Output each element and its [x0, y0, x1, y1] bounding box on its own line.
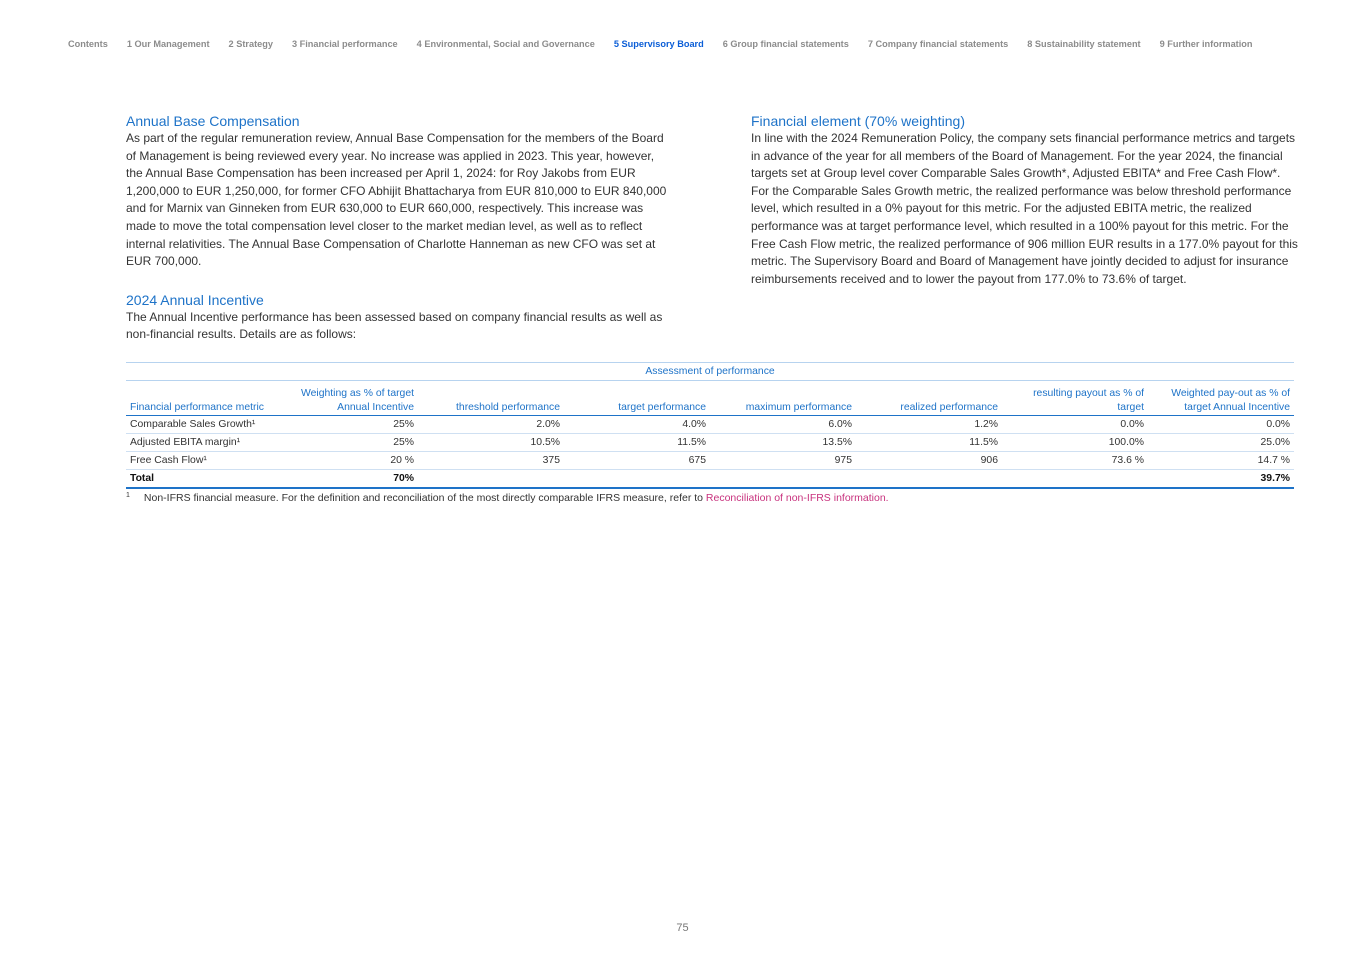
table-row: [126, 452, 1294, 470]
table-cell: 0.0%: [1002, 416, 1148, 434]
nav-financial-performance[interactable]: 3 Financial performance: [291, 39, 398, 49]
nav-contents[interactable]: Contents: [68, 39, 108, 49]
table-row: [126, 434, 1294, 452]
table-cell: 906: [856, 452, 1002, 470]
footnote-marker: 1: [126, 492, 130, 499]
footnote: [126, 492, 889, 504]
table-cell: Free Cash Flow¹: [126, 452, 276, 470]
table-cell: 1.2%: [856, 416, 1002, 434]
annual-incentive-heading: 2024 Annual Incentive: [126, 291, 264, 308]
reconciliation-link[interactable]: Reconciliation of non-IFRS information.: [705, 492, 889, 504]
column-header: target performance: [564, 381, 710, 416]
table-cell: Comparable Sales Growth¹: [126, 416, 276, 434]
right-column: [751, 112, 1299, 288]
column-header: resulting payout as % of target: [1002, 381, 1148, 416]
table-cell: 975: [710, 452, 856, 470]
nav-our-management[interactable]: 1 Our Management: [126, 39, 210, 49]
table-group-header-row: [126, 363, 1294, 381]
table-cell: 100.0%: [1002, 434, 1148, 452]
table-cell: 6.0%: [710, 416, 856, 434]
nav-further-information[interactable]: 9 Further information: [1159, 39, 1253, 49]
table-cell: 25%: [276, 416, 418, 434]
footnote-text: Non-IFRS financial measure. For the definition and reconciliation of the most directly comparable IFRS measure, refer to: [143, 492, 706, 504]
table-cell: 25%: [276, 434, 418, 452]
column-header: Weighting as % of target Annual Incentive: [276, 381, 418, 416]
total-weighted-payout: 39.7%: [1148, 470, 1294, 489]
table-cell: 11.5%: [564, 434, 710, 452]
nav-supervisory-board[interactable]: 5 Supervisory Board: [613, 39, 704, 49]
table-total-row: [126, 470, 1294, 489]
table-cell: Adjusted EBITA margin¹: [126, 434, 276, 452]
column-header: Financial performance metric: [126, 381, 276, 416]
table-cell: 14.7 %: [1148, 452, 1294, 470]
table-cell: 675: [564, 452, 710, 470]
nav-strategy[interactable]: 2 Strategy: [228, 39, 273, 49]
column-header: Weighted pay-out as % of target Annual Incentive: [1148, 381, 1294, 416]
nav-company-financial-statements[interactable]: 7 Company financial statements: [867, 39, 1009, 49]
nav-esg[interactable]: 4 Environmental, Social and Governance: [416, 39, 595, 49]
assessment-group-header: Assessment of performance: [418, 363, 1002, 381]
table-cell: 375: [418, 452, 564, 470]
table-header-row: [126, 381, 1294, 416]
page-number: 75: [676, 922, 689, 934]
table-cell: 20 %: [276, 452, 418, 470]
annual-base-compensation-text: As part of the regular remuneration review, Annual Base Compensation for the members of the Board of Management is being reviewed every year. No increase was applied in 2023. This year, however, the Annual Base Compensation has been increased per April 1, 2024: for Roy Jakobs from EUR 1,200,000 to EUR 1,250,000, for former CFO Abhijit Bhattacharya from EUR 810,000 to EUR 840,000 and for Marnix van Ginneken from EUR 630,000 to EUR 660,000, respectively. This increase was made to move the total compensation level closer to the market median level, as well as to reflect internal relativities. The Annual Base Compensation of Charlotte Hanneman as new CFO was set at EUR 700,000.: [126, 131, 667, 269]
nav-sustainability-statement[interactable]: 8 Sustainability statement: [1027, 39, 1141, 49]
table-cell: 25.0%: [1148, 434, 1294, 452]
column-header: threshold performance: [418, 381, 564, 416]
nav-group-financial-statements[interactable]: 6 Group financial statements: [722, 39, 849, 49]
table-row: [126, 416, 1294, 434]
table-cell: 10.5%: [418, 434, 564, 452]
table-cell: 4.0%: [564, 416, 710, 434]
table-cell: 11.5%: [856, 434, 1002, 452]
top-navigation: [68, 39, 1305, 49]
annual-incentive-text: The Annual Incentive performance has been assessed based on company financial results as well as non-financial results. Details are as follows:: [126, 309, 663, 342]
table-cell: 0.0%: [1148, 416, 1294, 434]
total-weighting: 70%: [276, 470, 418, 489]
annual-base-compensation-heading: Annual Base Compensation: [126, 113, 300, 129]
incentive-assessment-table: [126, 362, 1294, 489]
table-cell: 2.0%: [418, 416, 564, 434]
financial-element-heading: Financial element (70% weighting): [751, 113, 965, 129]
financial-element-text: In line with the 2024 Remuneration Policy, the company sets financial performance metrics and targets in advance of the year for all members of the Board of Management. For the year 2024, the financial targets set at Group level cover Comparable Sales Growth*, Adjusted EBITA* and Free Cash Flow*. For the Comparable Sales Growth metric, the realized performance was below threshold performance level, which resulted in a 0% payout for this metric. For the adjusted EBITA metric, the realized performance was at target performance level, which resulted in a 100% payout for this metric. For the Free Cash Flow metric, the realized performance of 906 million EUR results in a 177.0% payout for this metric. The Supervisory Board and Board of Management have jointly decided to adjust for insurance reimbursements received and to lower the payout from 177.0% to 73.6% of target.: [751, 131, 1298, 286]
left-column: [126, 112, 671, 344]
table-cell: 73.6 %: [1002, 452, 1148, 470]
table-cell: 13.5%: [710, 434, 856, 452]
column-header: realized performance: [856, 381, 1002, 416]
total-label: Total: [126, 470, 276, 489]
column-header: maximum performance: [710, 381, 856, 416]
